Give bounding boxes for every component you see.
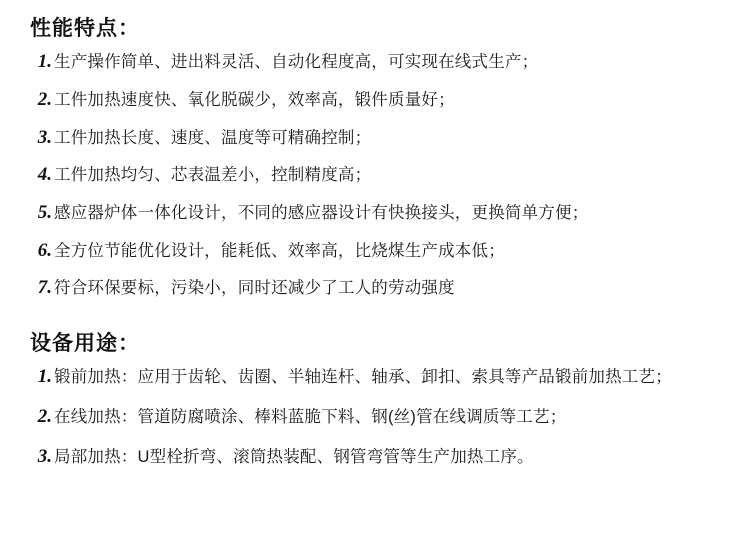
performance-feature-list: [26, 49, 718, 300]
list-item-number: 5.: [37, 201, 52, 223]
list-item-number: 2.: [37, 89, 52, 111]
list-item-text: 在线加热：管道防腐喷涂、棒料蓝脆下料、钢(丝)管在线调质等工艺；: [54, 407, 567, 426]
list-item: [26, 125, 718, 151]
list-item-number: 2.: [37, 405, 52, 427]
list-item-number: 1.: [37, 51, 52, 73]
list-item-text: 工件加热速度快、氧化脱碳少，效率高，锻件质量好；: [54, 91, 455, 110]
list-item-text: 工件加热长度、速度、温度等可精确控制；: [54, 128, 372, 147]
list-item-text: 锻前加热：应用于齿轮、齿圈、半轴连杆、轴承、卸扣、索具等产品锻前加热工艺；: [54, 368, 672, 387]
equipment-usage-list: [26, 364, 718, 469]
list-item: [26, 87, 718, 113]
page-title-usage: 设备用途：: [30, 331, 140, 355]
list-item-text: 感应器炉体一体化设计，不同的感应器设计有快换接头，更换简单方便；: [54, 203, 589, 222]
list-item-number: 3.: [37, 126, 52, 148]
list-item: [26, 444, 718, 470]
list-item: [26, 200, 718, 226]
list-item-number: 4.: [37, 164, 52, 186]
list-item-text: 工件加热均匀、芯表温差小，控制精度高；: [54, 166, 372, 185]
list-item: [26, 275, 718, 301]
list-item-text: 局部加热：U型栓折弯、滚筒热装配、钢管弯管等生产加热工序。: [54, 447, 534, 466]
list-item-number: 6.: [37, 239, 52, 261]
list-item-text: 符合环保要标，污染小，同时还减少了工人的劳动强度: [54, 279, 455, 298]
list-item-number: 3.: [37, 445, 52, 467]
list-item: [26, 49, 718, 75]
list-item-number: 1.: [37, 366, 52, 388]
list-item-number: 7.: [37, 277, 52, 299]
list-item: [26, 238, 718, 264]
list-item-text: 生产操作简单、进出料灵活、自动化程度高，可实现在线式生产；: [54, 53, 539, 72]
list-item: [26, 162, 718, 188]
page-title-performance: 性能特点：: [30, 17, 140, 40]
list-item: [26, 364, 718, 390]
list-item-text: 全方位节能优化设计，能耗低、效率高，比烧煤生产成本低；: [54, 241, 505, 260]
list-item: [26, 404, 718, 430]
